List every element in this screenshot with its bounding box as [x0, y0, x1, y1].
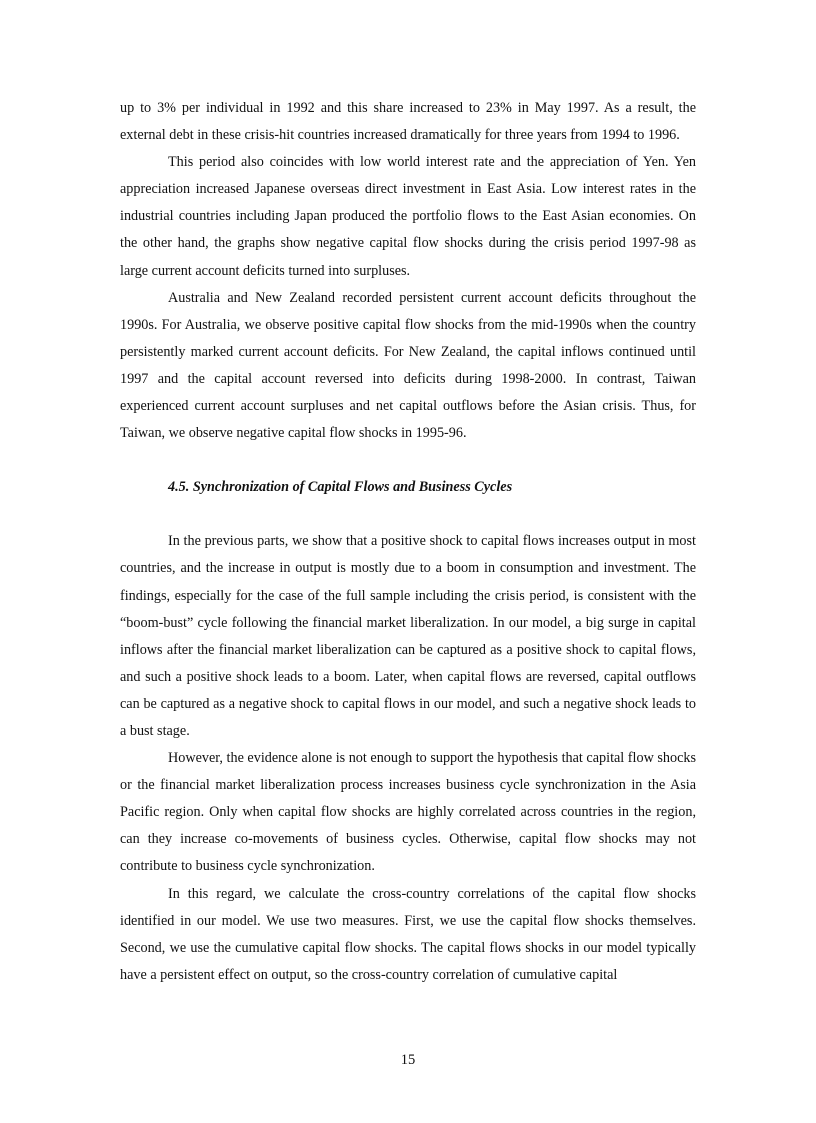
paragraph-yen-appreciation: This period also coincides with low world interest rate and the appreciation of Yen. Yen appreciation increased Japanese overseas direct investment in East Asia. Low interest rates in the industrial countries including Japan produced the portfolio flows to the East Asian economies. On the other hand, the graphs show negative capital flow shocks during the crisis period 1997-98 as large current account deficits turned into surpluses.	[120, 154, 696, 279]
page-number: 15	[400, 1052, 416, 1068]
page-body	[120, 95, 696, 989]
paragraph-cross-country-correlations: In this regard, we calculate the cross-country correlations of the capital flow shocks identified in our model. We use two measures. First, we use the capital flow shocks themselves. Second, we use the cumulative capital flow shocks. The capital flows shocks in our model typically have a persistent effect on output, so the cross-country correlation of cumulative capital	[120, 885, 696, 983]
paragraph-australia-new-zealand: Australia and New Zealand recorded persistent current account deficits throughout the 1990s. For Australia, we observe positive capital flow shocks from the mid-1990s when the country persistently marked current account deficits. For New Zealand, the capital inflows continued until 1997 and the capital account reversed into deficits during 1998-2000. In contrast, Taiwan experienced current account surpluses and net capital outflows before the Asian crisis. Thus, for Taiwan, we observe negative capital flow shocks in 1995-96.	[120, 289, 696, 442]
paragraph-synchronization-hypothesis: However, the evidence alone is not enough to support the hypothesis that capital flow shocks or the financial market liberalization process increases business cycle synchronization in the Asia Pacific region. Only when capital flow shocks are highly correlated across countries in the region, can they increase co-movements of business cycles. Otherwise, capital flow shocks may not contribute to business cycle synchronization.	[120, 750, 696, 875]
paragraph-external-debt: up to 3% per individual in 1992 and this share increased to 23% in May 1997. As a result, the external debt in these crisis-hit countries increased dramatically for three years from 1994 to 1996.	[120, 100, 696, 144]
paragraph-boom-bust: In the previous parts, we show that a positive shock to capital flows increases output in most countries, and the increase in output is mostly due to a boom in consumption and investment. The findings, especially for the case of the full sample including the crisis period, is consistent with the “boom-bust” cycle following the financial market liberalization. In our model, a big surge in capital inflows after the financial market liberalization can be captured as a positive shock to capital flows, and such a positive shock leads to a boom. Later, when capital flows are reversed, capital outflows can be captured as a negative shock to capital flows in our model, and such a negative shock leads to a bust stage.	[120, 533, 696, 739]
section-heading: 4.5. Synchronization of Capital Flows and Business Cycles	[168, 479, 513, 496]
